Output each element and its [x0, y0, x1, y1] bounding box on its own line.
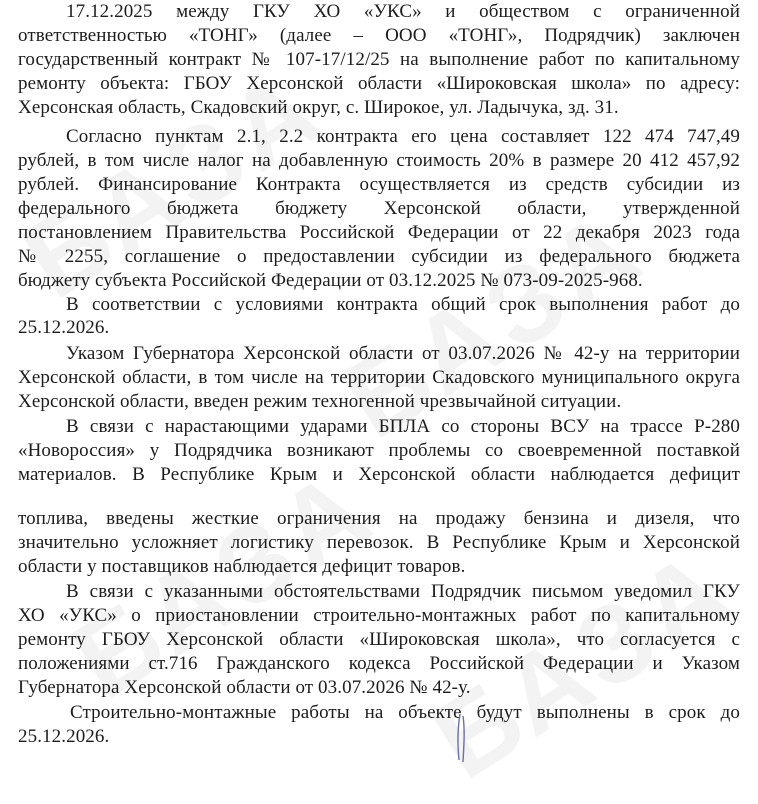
text-line: Строительно-монтажные работы на объекте будут выполнены в срок до — [70, 702, 740, 723]
text-line: ответственностью «ТОНГ» (далее – ООО «ТОНГ», Подрядчик) заключен — [18, 25, 740, 46]
text-line: 17.12.2025 между ГКУ ХО «УКС» и обществом с ограниченной — [66, 1, 740, 22]
text-line: Указом Губернатора Херсонской области от 03.07.2026 № 42-у на территории — [66, 343, 740, 364]
text-line: области у поставщиков наблюдается дефицит товаров. — [18, 556, 466, 577]
text-line: бюджету субъекта Российской Федерации от 03.12.2025 № 073-09-2025-968. — [18, 270, 643, 291]
text-line: значительно усложняет логистику перевозок. В Республике Крым и Херсонской — [18, 532, 740, 553]
text-line: В связи с указанными обстоятельствами Подрядчик письмом уведомил ГКУ — [66, 581, 740, 602]
text-line: постановлением Правительства Российской Федерации от 22 декабря 2023 года — [18, 222, 740, 243]
text-line: материалов. В Республике Крым и Херсонской области наблюдается дефицит — [18, 464, 740, 485]
text-line: рублей. Финансирование Контракта осуществляется из средств субсидии из — [18, 174, 740, 195]
text-line: рублей, в том числе налог на добавленную стоимость 20% в размере 20 412 457,92 — [18, 150, 740, 171]
text-line: В соответствии с условиями контракта общий срок выполнения работ до — [66, 294, 740, 315]
text-line: 25.12.2026. — [18, 317, 110, 338]
text-line: 25.12.2026. — [18, 726, 110, 747]
text-line: ремонту объекта: ГБОУ Херсонской области «Широковская школа» по адресу: — [18, 73, 740, 94]
text-line: Согласно пунктам 2.1, 2.2 контракта его цена составляет 122 474 747,49 — [66, 126, 740, 147]
text-line: топлива, введены жесткие ограничения на продажу бензина и дизеля, что — [18, 508, 740, 529]
text-line: положениями ст.716 Гражданского кодекса Российской Федерации и Указом — [18, 653, 740, 674]
text-line: государственный контракт № 107-17/12/25 на выполнение работ по капитальному — [18, 49, 740, 70]
text-line: В связи с нарастающими ударами БПЛА со стороны ВСУ на трассе Р-280 — [66, 416, 740, 437]
text-line: Херсонской области, в том числе на территории Скадовского муниципального округа — [18, 367, 740, 388]
text-line: Херсонская область, Скадовский округ, с. Широкое, ул. Ладычука, зд. 31. — [18, 97, 619, 118]
text-line: Херсонской области, введен режим техногенной чрезвычайной ситуации. — [18, 391, 622, 412]
text-line: Губернатора Херсонской области от 03.07.2026 № 42-у. — [18, 677, 471, 698]
text-line: № 2255, соглашение о предоставлении субсидии из федерального бюджета — [18, 246, 740, 267]
text-line: федерального бюджета бюджету Херсонской области, утвержденной — [18, 198, 740, 219]
pen-mark — [452, 712, 474, 764]
text-line: «Новороссия» у Подрядчика возникают проблемы со своевременной поставкой — [18, 440, 740, 461]
text-line: ремонту ГБОУ Херсонской области «Широковская школа», что согласуется с — [18, 629, 740, 650]
text-line: ХО «УКС» о приостановлении строительно-монтажных работ по капитальному — [18, 605, 740, 626]
